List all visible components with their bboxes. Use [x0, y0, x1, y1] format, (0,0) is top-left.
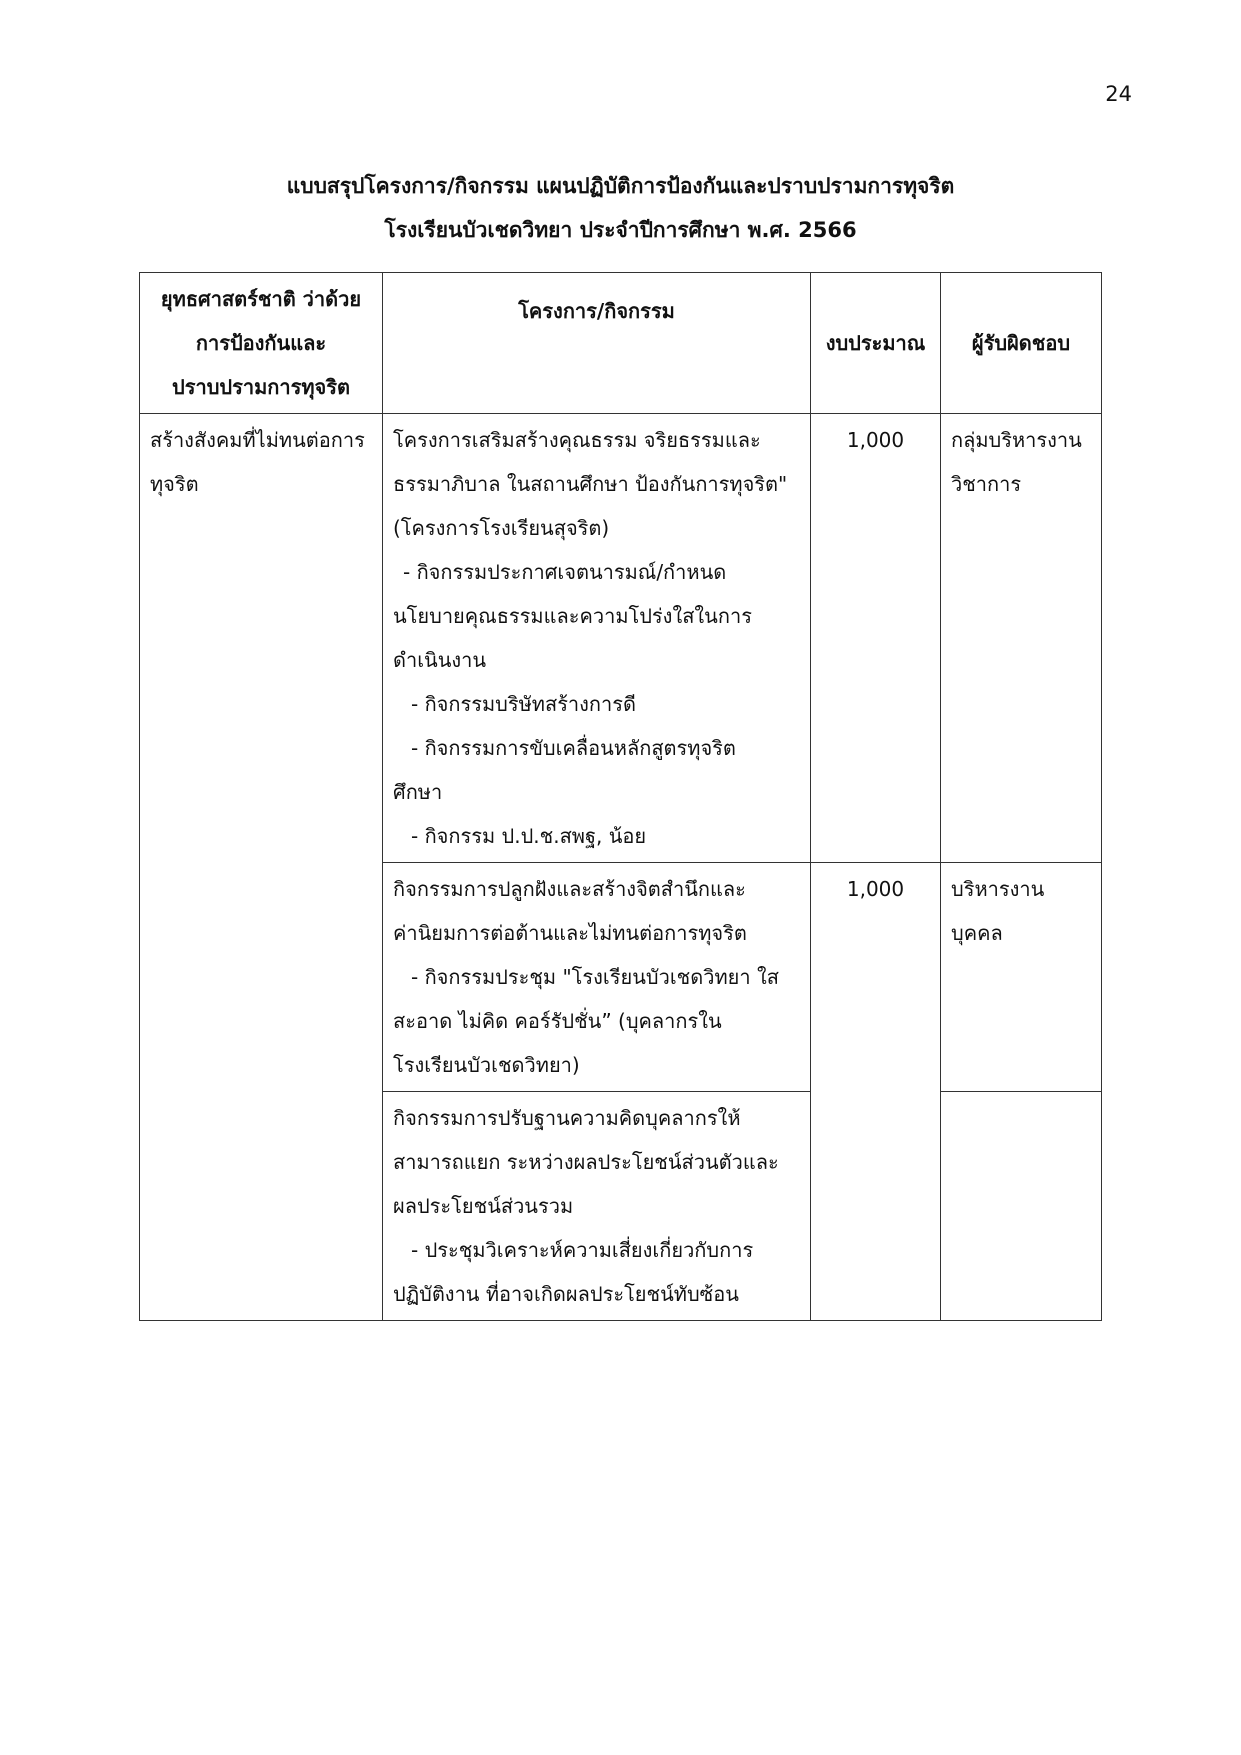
table-row: [140, 414, 1102, 863]
activity-line: - กิจกรรมประชุม "โรงเรียนบัวเชดวิทยา ใส: [411, 965, 779, 989]
owner-line: กลุ่มบริหารงาน: [951, 428, 1082, 452]
activity-line: - ประชุมวิเคราะห์ความเสี่ยงเกี่ยวกับการ: [411, 1238, 754, 1262]
owner-cell: [941, 414, 1102, 863]
project-line: กิจกรรมการปรับฐานความคิดบุคลากรให้: [393, 1106, 741, 1130]
header-strategy-line: ยุทธศาสตร์ชาติ ว่าด้วย: [160, 287, 362, 311]
header-strategy-line: การป้องกันและ: [195, 331, 327, 355]
owner-cell-empty: [941, 1092, 1102, 1321]
project-cell: [383, 863, 811, 1092]
header-strategy-line: ปราบปรามการทุจริต: [172, 375, 350, 399]
project-cell: [383, 1092, 811, 1321]
project-line: สามารถแยก ระหว่างผลประโยชน์ส่วนตัวและ: [393, 1150, 779, 1174]
project-line: ธรรมาภิบาล ในสถานศึกษา ป้องกันการทุจริต": [393, 472, 788, 496]
page-number: 24: [1105, 82, 1132, 106]
owner-cell: [941, 863, 1102, 1092]
project-line: โรงเรียนบัวเชดวิทยา): [393, 1053, 580, 1077]
header-strategy: [140, 273, 383, 414]
activity-line: - กิจกรรมบริษัทสร้างการดี: [411, 692, 636, 716]
owner-line: บริหารงาน: [951, 877, 1045, 901]
project-line: โครงการเสริมสร้างคุณธรรม จริยธรรมและ: [393, 428, 761, 452]
budget-cell: 1,000: [811, 863, 941, 1321]
document-title: แบบสรุปโครงการ/กิจกรรม แผนปฏิบัติการป้องกันและปราบปรามการทุจริต: [286, 174, 955, 198]
project-line: ค่านิยมการต่อต้านและไม่ทนต่อการทุจริต: [393, 921, 747, 945]
owner-line: บุคคล: [951, 921, 1003, 945]
owner-line: วิชาการ: [951, 472, 1022, 496]
project-line: นโยบายคุณธรรมและความโปร่งใสในการ: [393, 604, 752, 628]
strategy-cell: [140, 414, 383, 1321]
project-line: ผลประโยชน์ส่วนรวม: [393, 1194, 574, 1218]
project-line: กิจกรรมการปลูกฝังและสร้างจิตสำนึกและ: [393, 877, 746, 901]
header-project: โครงการ/กิจกรรม: [383, 273, 811, 414]
project-line: (โครงการโรงเรียนสุจริต): [393, 516, 610, 540]
project-line: ดำเนินงาน: [393, 648, 487, 672]
strategy-line: สร้างสังคมที่ไม่ทนต่อการ: [150, 428, 365, 452]
activity-line: - กิจกรรมการขับเคลื่อนหลักสูตรทุจริต: [411, 736, 736, 760]
activity-line: - กิจกรรมประกาศเจตนารมณ์/กำหนด: [403, 560, 727, 584]
project-line: สะอาด ไม่คิด คอร์รัปชั่น” (บุคลากรใน: [393, 1009, 722, 1033]
project-cell: [383, 414, 811, 863]
header-owner: ผู้รับผิดชอบ: [941, 273, 1102, 414]
strategy-line: ทุจริต: [150, 472, 199, 496]
plan-summary-table: [139, 272, 1102, 1321]
budget-cell: 1,000: [811, 414, 941, 863]
project-line: ศึกษา: [393, 780, 443, 804]
header-budget: งบประมาณ: [811, 273, 941, 414]
project-line: ปฏิบัติงาน ที่อาจเกิดผลประโยชน์ทับซ้อน: [393, 1282, 739, 1306]
activity-line: - กิจกรรม ป.ป.ช.สพฐ, น้อย: [411, 824, 647, 848]
document-subtitle: โรงเรียนบัวเชดวิทยา ประจำปีการศึกษา พ.ศ. 2566: [384, 218, 857, 242]
table-header-row: [140, 273, 1102, 414]
